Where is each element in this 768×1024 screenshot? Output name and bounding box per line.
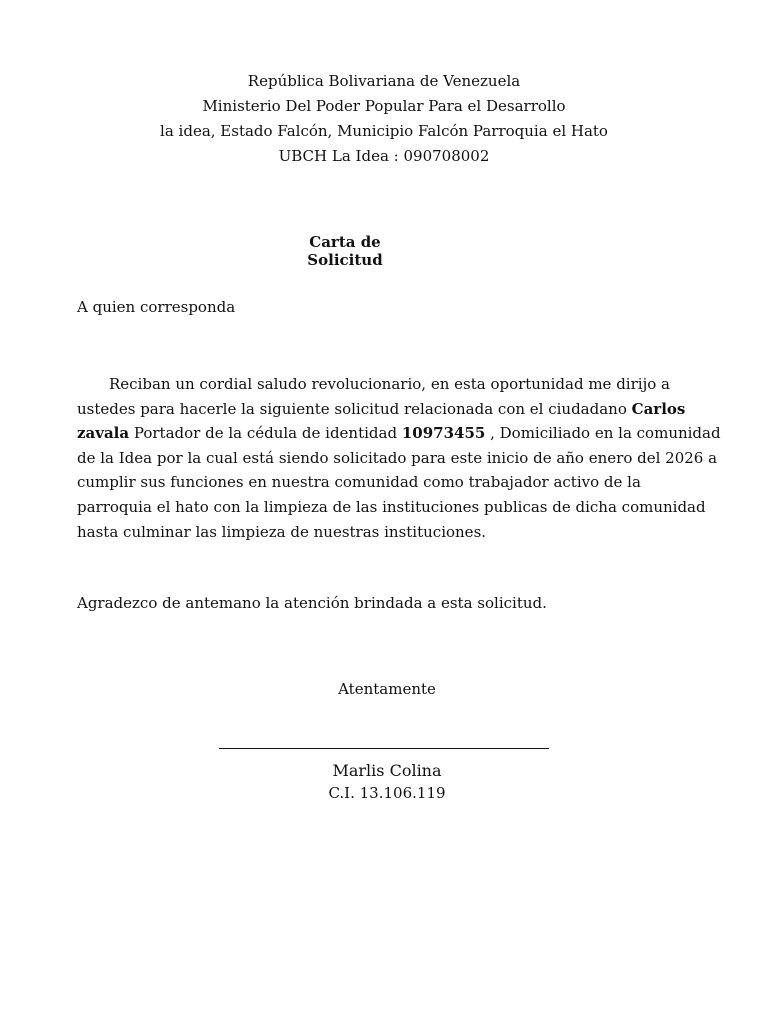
letter-thanks: Agradezco de antemano la atención brindada a esta solicitud. (77, 594, 547, 612)
signer-id: C.I. 13.106.119 (328, 784, 446, 802)
citizen-last-name: zavala (77, 424, 130, 443)
body-line: de la Idea por la cual está siendo solicitado para este inicio de año enero del 2026 a (77, 448, 718, 467)
header-location: la idea, Estado Falcón, Municipio Falcón Parroquia el Hato (160, 122, 608, 140)
citizen-id-number: 10973455 (401, 424, 486, 443)
letter-header (0, 69, 768, 169)
letter-greeting: A quien corresponda (77, 298, 236, 316)
signer-name: Marlis Colina (332, 761, 442, 780)
letter-subject: Carta de Solicitud (307, 233, 383, 269)
body-line: hasta culminar las limpieza de nuestras instituciones. (77, 522, 487, 541)
body-text: Portador de la cédula de identidad (129, 424, 402, 443)
body-text: ustedes para hacerle la siguiente solicitud relacionada con el ciudadano (77, 399, 632, 418)
body-line (77, 397, 697, 422)
header-ministry: Ministerio Del Poder Popular Para el Desarrollo (202, 97, 566, 115)
citizen-first-name: Carlos (631, 399, 686, 418)
header-country: República Bolivariana de Venezuela (247, 72, 521, 90)
body-line: parroquia el hato con la limpieza de las instituciones publicas de dicha comunidad (77, 497, 706, 516)
signature-line (219, 748, 549, 749)
header-ubch: UBCH La Idea : 090708002 (278, 147, 490, 165)
body-line (77, 421, 721, 446)
body-line: Reciban un cordial saludo revolucionario, en esta oportunidad me dirijo a (109, 375, 670, 393)
letter-closing: Atentamente (338, 680, 436, 698)
letter-body (77, 372, 721, 544)
body-line: cumplir sus funciones en nuestra comunidad como trabajador activo de la (77, 473, 641, 492)
body-text: , Domiciliado en la comunidad (485, 424, 721, 443)
